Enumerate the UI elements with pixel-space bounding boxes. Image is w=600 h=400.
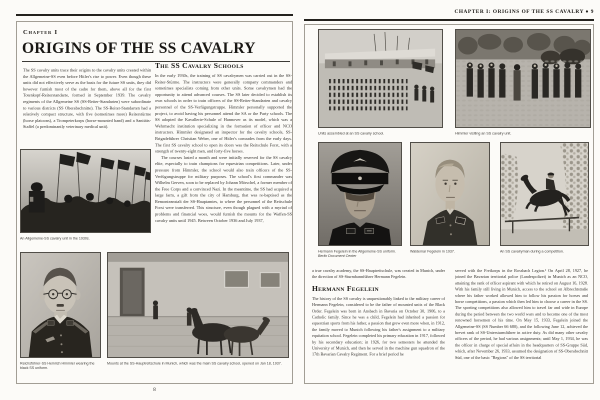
waldemar-portrait-illustration [411,143,489,245]
caption-waldemar: Waldemar Fegelein in 1937. [410,249,455,254]
page-title: ORIGINS OF THE SS CAVALRY [22,40,256,57]
cavalry-flags-illustration [21,150,150,232]
photo-himmler-portrait [20,252,101,358]
continuation-column [455,268,588,382]
caption-fegelein-wrap [318,249,402,269]
fegelein-column [312,268,445,382]
photo-allgemeine-cavalry-unit [20,149,151,233]
caption-competition-wrap [500,249,589,259]
caption-waldemar-wrap [410,249,490,259]
right-page-number: 9 [590,9,594,15]
himmler-portrait-illustration [21,253,100,357]
left-page-number-wrap [16,387,293,397]
right-page-top-rule [304,19,594,21]
caption-himmler-visit-wrap [455,131,591,141]
left-page-top-rule [16,14,293,16]
photo-cavalry-school-units [318,29,443,128]
intro-column [23,67,151,147]
caption-riding-school-wrap [107,361,289,381]
left-page-number: 8 [153,387,156,393]
caption-fegelein-credit: Berlin Document Center [318,253,357,259]
photo-riding-school [107,252,289,358]
fegelein-paragraph: The history of the SS cavalry is unquestionably linked to the military career of Hermann Fegelein, considered to be the father of mounted units of the Black Order. Fegelein was born in Ansbach in Bavaria on October 30, 1906, to a Catholic family. Since he was a child, Fegelein had inherited a passion for equestrian sports from his father, a passion that grew even more when, in 1912, the family moved to Munich following his father's assignment to a military equitation school. Fegelein completed his primary education in 1917, followed by his secondary education; in 1926, for two semesters he attended the University of Munich, and then he served in the machine gun squadron of the 17th Bavarian Cavalry Regiment. For a brief period he [312,296,445,357]
riding-school-illustration [108,253,288,357]
schools-paragraph-2: The courses lasted a month and were initially reserved for the SS cavalry elite, especially to train champions for equestrian competitions. Later, under pressure from Himmler, the school would also train officers of the SS-Verfügungstruppe for military purposes. The school's first commander was Wilhelm Gerven, soon to be replaced by Johann Mörschel, a former member of the Free Corps and a convinced Nazi. In the meantime, the SS had acquired a large farm, a gift from the city of Hamburg, that was re-baptised as the Remonteanstalt der SS-Hauptamtes, to where the personnel of the Reitschule Forst were transferred. This structure, even though plagued with a myriad of problems and financial woes, would furnish the mounts for the Waffen-SS cavalry units until 1945. Between October 1936 and July 1937, [155,154,292,223]
running-header-wrap [304,9,594,19]
caption-cavalry-unit-wrap [20,236,151,246]
continuation-paragraph: served with the Freikorps in the Rossbach Legion.¹ On April 28, 1927, he joined the Bavarian territorial police (Landespolizei) in Munich as an NCO, attaining the rank of officer aspirant with which he retired on August 16, 1928. With his family still living in Munich, access to the school on Albrechtstraße where his father worked allowed him to follow his passion for horses and horse competitions, a passion which then led him to choose a career in the SS. The sporting competitions also allowed him to travel far and wide in Europe during the period between the two world wars and to become one of the most renowned horsemen of his time. On May 15, 1933, Fegelein joined the Allgemeine-SS (SS Number 66 680), and the following June 12, achieved the brevet rank of SS-Untersturmführer in active duty. As did many other cavalry officers of the period, he had various assignments; until May 1, 1934, he was the officer in charge of special affairs in the headquarters of SS-Gruppe Süd, which, after November 26, 1933, assumed the designation of SS-Oberabschnitt Süd, one of the basic "Regions" of the SS territorial [455,268,588,360]
photo-himmler-visit [455,29,591,128]
schools-heading: The SS Cavalry Schools [155,62,244,70]
parade-ground-illustration [319,30,442,127]
caption-riding-school: Mounts at the SS-Hauptreitschule in Munich, which was the main SS cavalry school, opened on Jan 18, 1937. [107,361,282,366]
schools-column [155,62,292,250]
caption-competition: An SS cavalryman during a competition. [500,249,564,254]
caption-cavalry-school-wrap [318,131,443,141]
caption-himmler-visit: Himmler visiting an SS cavalry unit. [455,131,512,136]
running-header: CHAPTER I: ORIGINS OF THE SS CAVALRY [454,9,584,15]
caption-cavalry-school: Units assembled at an SS cavalry school. [318,131,385,136]
fegelein-portrait-illustration [319,143,401,245]
caption-himmler: Reichsführer-SS Heinrich Himmler wearing the black SS uniform. [20,361,95,371]
jumping-horse-illustration [501,143,588,245]
diamond-icon: ♦ [585,9,589,15]
chapter-label-wrap [23,28,183,40]
caption-cavalry-unit: An Allgemeine-SS cavalry unit in the 1930s. [20,236,90,241]
himmler-visit-illustration [456,30,590,127]
fegelein-heading: Hermann Fegelein [312,284,379,293]
caption-fegelein: Hermann Fegelein in the Allgemeine-SS uniform. [318,249,396,254]
photo-waldemar-fegelein [410,142,490,246]
chapter-label: Chapter I [23,28,58,36]
photo-competition-jump [500,142,589,246]
column-intro-paragraph: a true cavalry academy, the SS-Hauptreitschule, was created in Munich, under the direction of SS-Sturmbannführer Hermann Fegelein. [312,268,445,280]
schools-paragraph-1: In the early 1930s, the training of SS cavalrymen was carried out in the SS-Reiter-Stürme. The instructors were generally company commanders and sometimes specialists coming from other units. Some cavalrymen had the opportunity to attend advanced courses. The SS later decided to establish its own schools in order to train officers of the SS-Reiter-Standarten and cavalry personnel of the SS-Verfügungstruppe. Himmler personally supported the project, to avoid having his personnel attend the SA or the Party schools. The SS adopted the Kavallerie-Schule of Hannover as its model, which was a Wehrmacht institution specializing in the formation of officer and NCO instructors. Himmler designated an inspector for the cavalry schools, SS-Brigadeführer Christian Weber, one of Hitler's comrades from the early days. The first SS cavalry school to open its doors was the Reitschule Forst, with a strength of twenty-eight men, and forty-five horses. [155,73,292,154]
caption-himmler-wrap [20,361,101,381]
photo-hermann-fegelein [318,142,402,246]
intro-paragraph: The SS cavalry units trace their origins to the cavalry units created within the Allgemeine-SS even before Hitler's rise to power. Even though these units did not effectively serve as the basis for the future SS units, they did however furnish most of the cadre for them, above all for the first Totenkopf-Reiterstandarte, formed in September 1939. The cavalry regiments of the Allgemeine SS (SS-Reiter-Standarten) were subordinate to various districts (SS Oberabschnitte). The SS-Reiter-Standarten had a relatively compact structure, with five (sometimes more) Reiterstürme (horse platoons), a Trompeterkorps (horse-mounted band) and a Sanitäts-Staffel (a predominantly veterinary medical unit). [23,67,151,130]
